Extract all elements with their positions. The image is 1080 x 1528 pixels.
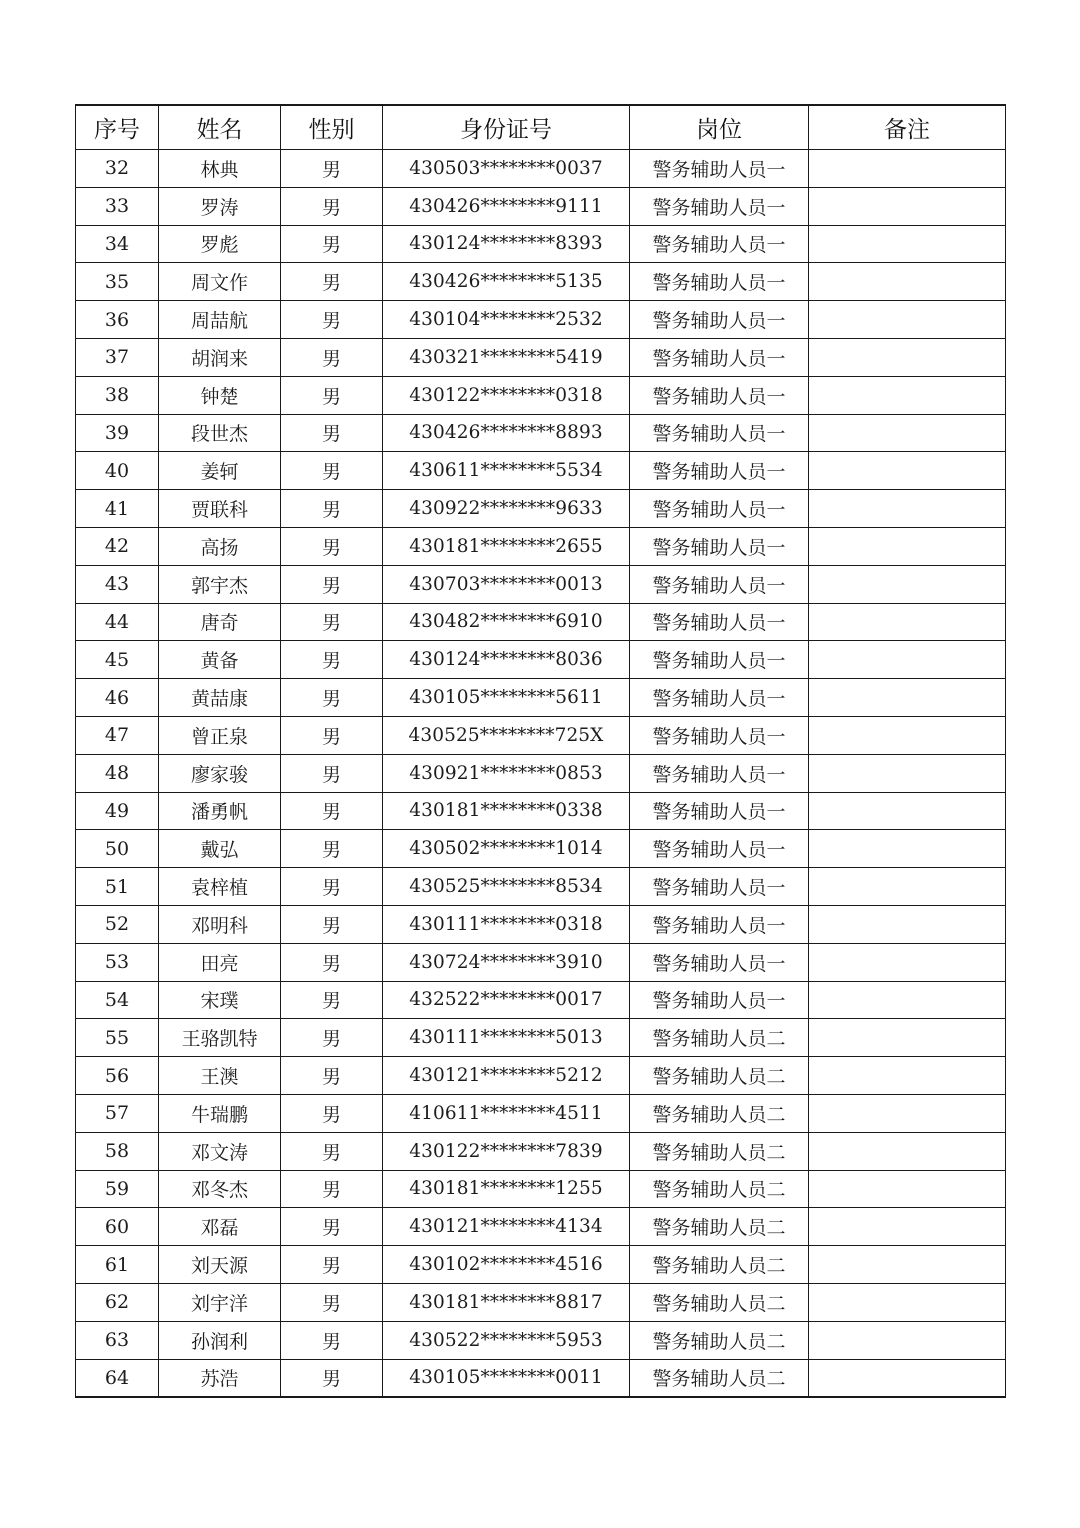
gender-cell: 男 xyxy=(281,225,383,263)
serial-number-cell: 33 xyxy=(76,187,159,225)
gender-cell: 男 xyxy=(281,1170,383,1208)
gender-cell: 男 xyxy=(281,868,383,906)
id-number-cell: 430102********4516 xyxy=(383,1246,630,1284)
serial-number-cell: 58 xyxy=(76,1132,159,1170)
remarks-cell xyxy=(809,301,1006,339)
table-row xyxy=(76,1208,1006,1246)
remarks-cell xyxy=(809,1019,1006,1057)
name-cell: 袁梓植 xyxy=(159,868,281,906)
remarks-cell xyxy=(809,1321,1006,1359)
gender-cell: 男 xyxy=(281,603,383,641)
post-cell: 警务辅助人员一 xyxy=(630,679,809,717)
id-number-cell: 430181********8817 xyxy=(383,1283,630,1321)
serial-number-cell: 55 xyxy=(76,1019,159,1057)
table-row xyxy=(76,1132,1006,1170)
serial-number-cell: 48 xyxy=(76,754,159,792)
table-row xyxy=(76,1359,1006,1397)
header-id-number: 身份证号 xyxy=(383,105,630,150)
table-row xyxy=(76,1283,1006,1321)
table-row xyxy=(76,641,1006,679)
serial-number-cell: 35 xyxy=(76,263,159,301)
name-cell: 廖家骏 xyxy=(159,754,281,792)
name-cell: 钟楚 xyxy=(159,376,281,414)
remarks-cell xyxy=(809,716,1006,754)
remarks-cell xyxy=(809,603,1006,641)
table-header xyxy=(76,105,1006,150)
post-cell: 警务辅助人员一 xyxy=(630,263,809,301)
remarks-cell xyxy=(809,830,1006,868)
post-cell: 警务辅助人员一 xyxy=(630,716,809,754)
id-number-cell: 410611********4511 xyxy=(383,1094,630,1132)
name-cell: 周喆航 xyxy=(159,301,281,339)
post-cell: 警务辅助人员一 xyxy=(630,225,809,263)
serial-number-cell: 43 xyxy=(76,565,159,603)
id-number-cell: 430122********0318 xyxy=(383,376,630,414)
name-cell: 黄备 xyxy=(159,641,281,679)
post-cell: 警务辅助人员一 xyxy=(630,150,809,188)
serial-number-cell: 61 xyxy=(76,1246,159,1284)
id-number-cell: 430922********9633 xyxy=(383,490,630,528)
serial-number-cell: 45 xyxy=(76,641,159,679)
header-gender: 性别 xyxy=(281,105,383,150)
serial-number-cell: 39 xyxy=(76,414,159,452)
id-number-cell: 430122********7839 xyxy=(383,1132,630,1170)
gender-cell: 男 xyxy=(281,981,383,1019)
serial-number-cell: 46 xyxy=(76,679,159,717)
table-row xyxy=(76,905,1006,943)
table-row xyxy=(76,943,1006,981)
serial-number-cell: 64 xyxy=(76,1359,159,1397)
id-number-cell: 430181********1255 xyxy=(383,1170,630,1208)
remarks-cell xyxy=(809,565,1006,603)
remarks-cell xyxy=(809,452,1006,490)
serial-number-cell: 51 xyxy=(76,868,159,906)
id-number-cell: 430426********8893 xyxy=(383,414,630,452)
post-cell: 警务辅助人员一 xyxy=(630,527,809,565)
remarks-cell xyxy=(809,1132,1006,1170)
table-row xyxy=(76,679,1006,717)
table-body xyxy=(76,150,1006,1398)
serial-number-cell: 40 xyxy=(76,452,159,490)
serial-number-cell: 36 xyxy=(76,301,159,339)
post-cell: 警务辅助人员一 xyxy=(630,754,809,792)
gender-cell: 男 xyxy=(281,1094,383,1132)
table-row xyxy=(76,716,1006,754)
id-number-cell: 430121********4134 xyxy=(383,1208,630,1246)
name-cell: 贾联科 xyxy=(159,490,281,528)
gender-cell: 男 xyxy=(281,150,383,188)
serial-number-cell: 44 xyxy=(76,603,159,641)
serial-number-cell: 62 xyxy=(76,1283,159,1321)
post-cell: 警务辅助人员一 xyxy=(630,414,809,452)
gender-cell: 男 xyxy=(281,527,383,565)
id-number-cell: 430111********0318 xyxy=(383,905,630,943)
gender-cell: 男 xyxy=(281,905,383,943)
table-row xyxy=(76,490,1006,528)
gender-cell: 男 xyxy=(281,1208,383,1246)
remarks-cell xyxy=(809,1246,1006,1284)
post-cell: 警务辅助人员一 xyxy=(630,301,809,339)
id-number-cell: 430105********0011 xyxy=(383,1359,630,1397)
remarks-cell xyxy=(809,414,1006,452)
serial-number-cell: 32 xyxy=(76,150,159,188)
name-cell: 林典 xyxy=(159,150,281,188)
header-post: 岗位 xyxy=(630,105,809,150)
id-number-cell: 430921********0853 xyxy=(383,754,630,792)
roster-table xyxy=(75,104,1006,1398)
gender-cell: 男 xyxy=(281,1132,383,1170)
roster-sheet xyxy=(75,104,1005,1398)
remarks-cell xyxy=(809,981,1006,1019)
table-row xyxy=(76,1170,1006,1208)
gender-cell: 男 xyxy=(281,1019,383,1057)
id-number-cell: 430482********6910 xyxy=(383,603,630,641)
gender-cell: 男 xyxy=(281,716,383,754)
gender-cell: 男 xyxy=(281,679,383,717)
serial-number-cell: 38 xyxy=(76,376,159,414)
gender-cell: 男 xyxy=(281,301,383,339)
id-number-cell: 430124********8393 xyxy=(383,225,630,263)
id-number-cell: 430426********9111 xyxy=(383,187,630,225)
gender-cell: 男 xyxy=(281,641,383,679)
post-cell: 警务辅助人员二 xyxy=(630,1208,809,1246)
post-cell: 警务辅助人员一 xyxy=(630,868,809,906)
header-row xyxy=(76,105,1006,150)
post-cell: 警务辅助人员二 xyxy=(630,1359,809,1397)
gender-cell: 男 xyxy=(281,414,383,452)
post-cell: 警务辅助人员二 xyxy=(630,1321,809,1359)
post-cell: 警务辅助人员一 xyxy=(630,981,809,1019)
header-remarks: 备注 xyxy=(809,105,1006,150)
name-cell: 胡润来 xyxy=(159,338,281,376)
table-row xyxy=(76,1057,1006,1095)
remarks-cell xyxy=(809,150,1006,188)
table-row xyxy=(76,603,1006,641)
serial-number-cell: 60 xyxy=(76,1208,159,1246)
table-row xyxy=(76,414,1006,452)
post-cell: 警务辅助人员一 xyxy=(630,338,809,376)
name-cell: 邓磊 xyxy=(159,1208,281,1246)
name-cell: 王澳 xyxy=(159,1057,281,1095)
remarks-cell xyxy=(809,1170,1006,1208)
table-row xyxy=(76,1246,1006,1284)
id-number-cell: 430503********0037 xyxy=(383,150,630,188)
table-row xyxy=(76,868,1006,906)
id-number-cell: 430502********1014 xyxy=(383,830,630,868)
post-cell: 警务辅助人员一 xyxy=(630,187,809,225)
table-row xyxy=(76,792,1006,830)
gender-cell: 男 xyxy=(281,943,383,981)
post-cell: 警务辅助人员一 xyxy=(630,603,809,641)
remarks-cell xyxy=(809,754,1006,792)
name-cell: 邓文涛 xyxy=(159,1132,281,1170)
id-number-cell: 430525********8534 xyxy=(383,868,630,906)
gender-cell: 男 xyxy=(281,1246,383,1284)
gender-cell: 男 xyxy=(281,1359,383,1397)
remarks-cell xyxy=(809,1057,1006,1095)
post-cell: 警务辅助人员一 xyxy=(630,452,809,490)
gender-cell: 男 xyxy=(281,263,383,301)
serial-number-cell: 37 xyxy=(76,338,159,376)
table-row xyxy=(76,830,1006,868)
post-cell: 警务辅助人员二 xyxy=(630,1132,809,1170)
remarks-cell xyxy=(809,225,1006,263)
gender-cell: 男 xyxy=(281,792,383,830)
name-cell: 罗彪 xyxy=(159,225,281,263)
table-row xyxy=(76,754,1006,792)
remarks-cell xyxy=(809,527,1006,565)
id-number-cell: 430181********2655 xyxy=(383,527,630,565)
name-cell: 王骆凯特 xyxy=(159,1019,281,1057)
serial-number-cell: 50 xyxy=(76,830,159,868)
serial-number-cell: 57 xyxy=(76,1094,159,1132)
name-cell: 曾正泉 xyxy=(159,716,281,754)
post-cell: 警务辅助人员二 xyxy=(630,1246,809,1284)
table-row xyxy=(76,565,1006,603)
table-row xyxy=(76,1019,1006,1057)
gender-cell: 男 xyxy=(281,1283,383,1321)
name-cell: 孙润利 xyxy=(159,1321,281,1359)
name-cell: 高扬 xyxy=(159,527,281,565)
table-row xyxy=(76,338,1006,376)
post-cell: 警务辅助人员一 xyxy=(630,565,809,603)
id-number-cell: 430426********5135 xyxy=(383,263,630,301)
table-row xyxy=(76,527,1006,565)
name-cell: 牛瑞鹏 xyxy=(159,1094,281,1132)
id-number-cell: 430522********5953 xyxy=(383,1321,630,1359)
name-cell: 戴弘 xyxy=(159,830,281,868)
id-number-cell: 430104********2532 xyxy=(383,301,630,339)
gender-cell: 男 xyxy=(281,338,383,376)
post-cell: 警务辅助人员二 xyxy=(630,1170,809,1208)
serial-number-cell: 56 xyxy=(76,1057,159,1095)
serial-number-cell: 49 xyxy=(76,792,159,830)
serial-number-cell: 34 xyxy=(76,225,159,263)
id-number-cell: 430105********5611 xyxy=(383,679,630,717)
table-row xyxy=(76,187,1006,225)
serial-number-cell: 63 xyxy=(76,1321,159,1359)
remarks-cell xyxy=(809,1359,1006,1397)
remarks-cell xyxy=(809,641,1006,679)
table-row xyxy=(76,150,1006,188)
post-cell: 警务辅助人员二 xyxy=(630,1057,809,1095)
gender-cell: 男 xyxy=(281,490,383,528)
name-cell: 邓明科 xyxy=(159,905,281,943)
id-number-cell: 430111********5013 xyxy=(383,1019,630,1057)
table-row xyxy=(76,1094,1006,1132)
remarks-cell xyxy=(809,187,1006,225)
post-cell: 警务辅助人员一 xyxy=(630,376,809,414)
serial-number-cell: 47 xyxy=(76,716,159,754)
gender-cell: 男 xyxy=(281,565,383,603)
remarks-cell xyxy=(809,943,1006,981)
post-cell: 警务辅助人员一 xyxy=(630,641,809,679)
name-cell: 周文作 xyxy=(159,263,281,301)
id-number-cell: 430321********5419 xyxy=(383,338,630,376)
name-cell: 宋璞 xyxy=(159,981,281,1019)
remarks-cell xyxy=(809,1208,1006,1246)
name-cell: 刘天源 xyxy=(159,1246,281,1284)
remarks-cell xyxy=(809,263,1006,301)
name-cell: 唐奇 xyxy=(159,603,281,641)
remarks-cell xyxy=(809,1094,1006,1132)
remarks-cell xyxy=(809,868,1006,906)
name-cell: 田亮 xyxy=(159,943,281,981)
table-row xyxy=(76,376,1006,414)
table-row xyxy=(76,1321,1006,1359)
name-cell: 姜轲 xyxy=(159,452,281,490)
id-number-cell: 430124********8036 xyxy=(383,641,630,679)
post-cell: 警务辅助人员二 xyxy=(630,1019,809,1057)
name-cell: 段世杰 xyxy=(159,414,281,452)
name-cell: 罗涛 xyxy=(159,187,281,225)
table-row xyxy=(76,301,1006,339)
gender-cell: 男 xyxy=(281,187,383,225)
name-cell: 刘宇洋 xyxy=(159,1283,281,1321)
remarks-cell xyxy=(809,792,1006,830)
post-cell: 警务辅助人员一 xyxy=(630,792,809,830)
id-number-cell: 430724********3910 xyxy=(383,943,630,981)
name-cell: 邓冬杰 xyxy=(159,1170,281,1208)
serial-number-cell: 53 xyxy=(76,943,159,981)
table-row xyxy=(76,981,1006,1019)
name-cell: 苏浩 xyxy=(159,1359,281,1397)
id-number-cell: 430611********5534 xyxy=(383,452,630,490)
gender-cell: 男 xyxy=(281,452,383,490)
serial-number-cell: 41 xyxy=(76,490,159,528)
post-cell: 警务辅助人员二 xyxy=(630,1283,809,1321)
gender-cell: 男 xyxy=(281,830,383,868)
name-cell: 郭宇杰 xyxy=(159,565,281,603)
serial-number-cell: 54 xyxy=(76,981,159,1019)
remarks-cell xyxy=(809,376,1006,414)
name-cell: 潘勇帆 xyxy=(159,792,281,830)
serial-number-cell: 59 xyxy=(76,1170,159,1208)
gender-cell: 男 xyxy=(281,376,383,414)
post-cell: 警务辅助人员一 xyxy=(630,943,809,981)
remarks-cell xyxy=(809,338,1006,376)
post-cell: 警务辅助人员一 xyxy=(630,830,809,868)
id-number-cell: 432522********0017 xyxy=(383,981,630,1019)
remarks-cell xyxy=(809,905,1006,943)
remarks-cell xyxy=(809,490,1006,528)
id-number-cell: 430181********0338 xyxy=(383,792,630,830)
gender-cell: 男 xyxy=(281,1321,383,1359)
id-number-cell: 430703********0013 xyxy=(383,565,630,603)
id-number-cell: 430525********725X xyxy=(383,716,630,754)
name-cell: 黄喆康 xyxy=(159,679,281,717)
table-row xyxy=(76,225,1006,263)
remarks-cell xyxy=(809,679,1006,717)
gender-cell: 男 xyxy=(281,1057,383,1095)
post-cell: 警务辅助人员一 xyxy=(630,490,809,528)
serial-number-cell: 42 xyxy=(76,527,159,565)
table-row xyxy=(76,452,1006,490)
post-cell: 警务辅助人员一 xyxy=(630,905,809,943)
id-number-cell: 430121********5212 xyxy=(383,1057,630,1095)
remarks-cell xyxy=(809,1283,1006,1321)
serial-number-cell: 52 xyxy=(76,905,159,943)
gender-cell: 男 xyxy=(281,754,383,792)
table-row xyxy=(76,263,1006,301)
post-cell: 警务辅助人员二 xyxy=(630,1094,809,1132)
header-name: 姓名 xyxy=(159,105,281,150)
header-serial-number: 序号 xyxy=(76,105,159,150)
